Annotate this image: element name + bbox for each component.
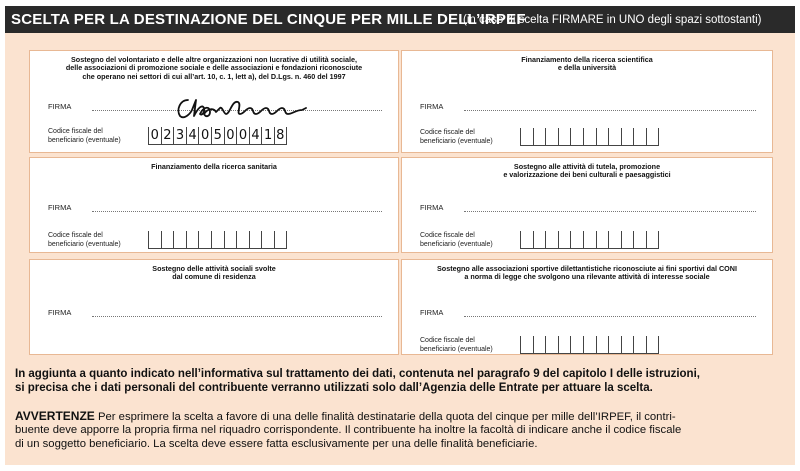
cf-digit[interactable] bbox=[608, 128, 621, 145]
cf-digit[interactable]: 1 bbox=[261, 127, 274, 144]
cf-label-line: beneficiario (eventuale) bbox=[48, 136, 121, 144]
cf-label bbox=[48, 232, 121, 249]
box-title-line: Finanziamento della ricerca sanitaria bbox=[151, 162, 277, 171]
choice-box-ricerca-sanitaria[interactable] bbox=[29, 157, 399, 253]
cf-digit[interactable] bbox=[249, 231, 262, 248]
box-title-line: Sostegno alle attività di tutela, promozione bbox=[513, 162, 661, 171]
signature-line[interactable] bbox=[464, 316, 756, 317]
signature-line[interactable] bbox=[464, 110, 756, 111]
cf-digit[interactable] bbox=[520, 231, 533, 248]
cf-digit[interactable]: 4 bbox=[186, 127, 199, 144]
cf-digit[interactable] bbox=[211, 231, 224, 248]
cf-digit[interactable] bbox=[646, 128, 659, 145]
warnings-line: buente deve apporre la propria firma nel riquadro corrispondente. Il contribuente ha inoltre la facoltà di indicare anche il codice fiscale bbox=[15, 424, 682, 437]
box-title bbox=[36, 265, 392, 282]
cf-digit[interactable] bbox=[646, 231, 659, 248]
cf-label bbox=[420, 337, 493, 354]
warnings-section bbox=[15, 410, 785, 451]
cf-digit[interactable] bbox=[186, 231, 199, 248]
codice-fiscale-field[interactable] bbox=[520, 336, 659, 354]
box-title-line: dal comune di residenza bbox=[172, 272, 256, 282]
firma-label: FIRMA bbox=[420, 308, 444, 317]
cf-digit[interactable] bbox=[583, 128, 596, 145]
firma-label: FIRMA bbox=[48, 203, 72, 212]
cf-digit[interactable] bbox=[236, 231, 249, 248]
cf-digit[interactable]: 0 bbox=[236, 127, 249, 144]
box-title bbox=[36, 163, 392, 171]
box-title-line: Sostegno del volontariato e delle altre organizzazioni non lucrative di utilità sociale, bbox=[71, 55, 357, 64]
box-title-line: Sostegno alle associazioni sportive dilettantistiche riconosciute ai fini sportivi dal CONI bbox=[437, 264, 737, 273]
firma-label: FIRMA bbox=[420, 102, 444, 111]
cf-digit[interactable] bbox=[274, 231, 287, 248]
cf-digit[interactable] bbox=[621, 336, 634, 353]
cf-label-line: beneficiario (eventuale) bbox=[420, 345, 493, 353]
box-title-line: e della università bbox=[557, 63, 617, 73]
box-title-line: a norma di legge che svolgono una rilevante attività di interesse sociale bbox=[464, 272, 710, 282]
box-title bbox=[408, 56, 766, 73]
cf-digit[interactable] bbox=[161, 231, 174, 248]
cf-digit[interactable] bbox=[148, 231, 161, 248]
firma-label: FIRMA bbox=[48, 102, 72, 111]
cf-digit[interactable] bbox=[533, 128, 546, 145]
cinque-per-mille-form bbox=[5, 6, 795, 465]
form-title: SCELTA PER LA DESTINAZIONE DEL CINQUE PER MILLE DELL’IRPEF bbox=[11, 11, 526, 28]
cf-digit[interactable] bbox=[533, 231, 546, 248]
firma-label: FIRMA bbox=[48, 308, 72, 317]
cf-digit[interactable] bbox=[646, 336, 659, 353]
codice-fiscale-field[interactable] bbox=[520, 128, 659, 146]
cf-label-line: Codice fiscale del bbox=[420, 129, 475, 136]
cf-label-line: beneficiario (eventuale) bbox=[48, 240, 121, 248]
cf-digit[interactable] bbox=[545, 336, 558, 353]
warnings-line bbox=[15, 410, 785, 424]
handwritten-signature bbox=[174, 94, 314, 122]
box-title-line: Sostegno delle attività sociali svolte bbox=[152, 264, 276, 273]
cf-digit[interactable]: 4 bbox=[249, 127, 262, 144]
cf-digit[interactable] bbox=[583, 336, 596, 353]
choice-box-ricerca-scientifica[interactable] bbox=[401, 50, 773, 153]
codice-fiscale-field[interactable] bbox=[148, 231, 287, 249]
cf-label bbox=[48, 128, 121, 145]
cf-digit[interactable] bbox=[608, 336, 621, 353]
cf-digit[interactable]: 2 bbox=[161, 127, 174, 144]
cf-digit[interactable]: 8 bbox=[274, 127, 287, 144]
firma-label: FIRMA bbox=[420, 203, 444, 212]
cf-digit[interactable] bbox=[633, 231, 646, 248]
form-subtitle: (in caso di scelta FIRMARE in UNO degli spazi sottostanti) bbox=[463, 14, 762, 26]
cf-digit[interactable] bbox=[558, 128, 571, 145]
box-title bbox=[408, 265, 766, 282]
privacy-note-line: si precisa che i dati personali del contribuente verranno utilizzati solo dall’Agenzia delle Entrate per attuare la scelta. bbox=[15, 382, 653, 395]
box-title bbox=[408, 163, 766, 180]
cf-digit[interactable]: 0 bbox=[198, 127, 211, 144]
cf-label-line: beneficiario (eventuale) bbox=[420, 137, 493, 145]
cf-digit[interactable]: 0 bbox=[148, 127, 161, 144]
cf-label-line: Codice fiscale del bbox=[48, 128, 103, 135]
warnings-line: di un soggetto beneficiario. La scelta deve essere fatta esclusivamente per una delle finalità beneficiarie. bbox=[15, 437, 538, 450]
cf-digit[interactable] bbox=[224, 231, 237, 248]
cf-digit[interactable]: 3 bbox=[173, 127, 186, 144]
cf-digit[interactable] bbox=[633, 336, 646, 353]
cf-digit[interactable] bbox=[261, 231, 274, 248]
warnings-title: AVVERTENZE bbox=[15, 409, 95, 423]
cf-digit[interactable] bbox=[621, 128, 634, 145]
cf-digit[interactable] bbox=[173, 231, 186, 248]
cf-digit[interactable] bbox=[520, 336, 533, 353]
box-title bbox=[36, 56, 392, 81]
choice-box-comune-residenza[interactable] bbox=[29, 259, 399, 355]
privacy-note bbox=[15, 367, 785, 395]
cf-digit[interactable] bbox=[596, 128, 609, 145]
cf-digit[interactable] bbox=[583, 231, 596, 248]
cf-digit[interactable] bbox=[596, 231, 609, 248]
cf-digit[interactable]: 0 bbox=[224, 127, 237, 144]
cf-digit[interactable]: 5 bbox=[211, 127, 224, 144]
signature-line[interactable] bbox=[92, 316, 382, 317]
choice-box-volontariato[interactable] bbox=[29, 50, 399, 153]
box-title-line: che operano nei settori di cui all’art. 10, c. 1, lett a), del D.Lgs. n. 460 del 1997 bbox=[82, 71, 346, 81]
box-title-line: e valorizzazione dei beni culturali e paesaggistici bbox=[503, 170, 671, 180]
cf-digit[interactable] bbox=[570, 128, 583, 145]
cf-digit[interactable] bbox=[520, 128, 533, 145]
codice-fiscale-field[interactable] bbox=[520, 231, 659, 249]
cf-label-line: beneficiario (eventuale) bbox=[420, 240, 493, 248]
cf-digit[interactable] bbox=[533, 336, 546, 353]
cf-digit[interactable] bbox=[596, 336, 609, 353]
cf-label-line: Codice fiscale del bbox=[420, 232, 475, 239]
form-header bbox=[5, 6, 795, 33]
cf-digit[interactable] bbox=[545, 231, 558, 248]
cf-digit[interactable] bbox=[633, 128, 646, 145]
cf-label-line: Codice fiscale del bbox=[48, 232, 103, 239]
cf-digit[interactable] bbox=[545, 128, 558, 145]
cf-digit[interactable] bbox=[570, 231, 583, 248]
cf-digit[interactable] bbox=[558, 336, 571, 353]
box-title-line: delle associazioni di promozione sociale e delle associazioni e fondazioni riconosciute bbox=[65, 63, 363, 73]
cf-digit[interactable] bbox=[198, 231, 211, 248]
warnings-text: Per esprimere la scelta a favore di una delle finalità destinatarie della quota del cinque per mille dell’IRPEF, il contri- bbox=[97, 411, 676, 423]
codice-fiscale-field[interactable] bbox=[148, 127, 287, 145]
cf-digit[interactable] bbox=[621, 231, 634, 248]
choice-box-sport-dilettantistico[interactable] bbox=[401, 259, 773, 355]
cf-digit[interactable] bbox=[570, 336, 583, 353]
cf-digit[interactable] bbox=[608, 231, 621, 248]
cf-digit[interactable] bbox=[558, 231, 571, 248]
box-title-line: Finanziamento della ricerca scientifica bbox=[521, 55, 653, 64]
cf-label bbox=[420, 129, 493, 146]
signature-line[interactable] bbox=[464, 211, 756, 212]
privacy-note-line: In aggiunta a quanto indicato nell’informativa sul trattamento dei dati, contenuta nel paragrafo 9 del capitolo I delle istruzioni, bbox=[15, 368, 700, 380]
choice-box-beni-culturali[interactable] bbox=[401, 157, 773, 253]
cf-label bbox=[420, 232, 493, 249]
signature-line[interactable] bbox=[92, 211, 382, 212]
cf-label-line: Codice fiscale del bbox=[420, 337, 475, 344]
